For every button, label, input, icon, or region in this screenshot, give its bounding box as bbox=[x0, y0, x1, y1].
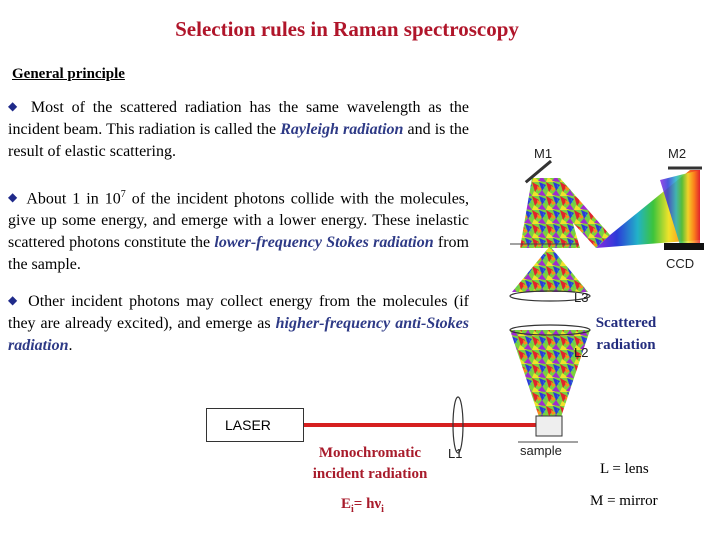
ccd-detector bbox=[664, 243, 704, 250]
legend-mirror: M = mirror bbox=[590, 493, 658, 509]
scattered-beam-lower bbox=[510, 330, 590, 420]
sample-holder bbox=[536, 416, 562, 436]
l1-label: L1 bbox=[448, 446, 463, 461]
bullet-icon: ◆ bbox=[8, 190, 20, 205]
para3-italic: anti-Stokes radiation bbox=[8, 315, 470, 354]
m2-label: M2 bbox=[668, 146, 687, 161]
para3-highlight: higher-frequency bbox=[275, 315, 391, 332]
bullet-icon: ◆ bbox=[8, 293, 20, 307]
m1-label: M1 bbox=[534, 146, 553, 161]
para1-text-pre: Most of the scattered radiation has the same wavelength as the incident beam. This radiation is called the bbox=[8, 99, 469, 138]
ccd-label: CCD bbox=[666, 256, 695, 271]
monochromatic-label: Monochromatic incident radiation bbox=[312, 445, 428, 482]
l3-label: L3 bbox=[574, 290, 589, 305]
section-subtitle: General principle bbox=[12, 66, 125, 82]
laser-label: LASER bbox=[225, 417, 271, 433]
bullet-icon: ◆ bbox=[8, 99, 22, 113]
para2-text-post: from the sample. bbox=[8, 234, 469, 274]
para2-exponent: 7 bbox=[120, 189, 126, 200]
para1-highlight: Rayleigh radiation bbox=[280, 121, 404, 138]
legend-lens: L = lens bbox=[600, 461, 649, 477]
energy-equation: $E_i= h\nu_i$ bbox=[341, 496, 384, 515]
para3-text-pre: Other incident photons may collect energy from the molecules (if they are already excited), and emerge as bbox=[8, 293, 470, 332]
l2-label: L2 bbox=[574, 345, 589, 360]
para2-text-pre: About 1 in 10 bbox=[26, 190, 121, 208]
scattered-radiation-label: Scattered radiation bbox=[595, 315, 657, 353]
para1-text-post: and is the result of elastic scattering. bbox=[8, 121, 470, 160]
sample-label: sample bbox=[520, 443, 562, 458]
para3-text-post: . bbox=[68, 337, 73, 354]
page-title: Selection rules in Raman spectroscopy bbox=[175, 17, 519, 41]
scattered-beam-upper bbox=[512, 246, 588, 292]
para2-highlight: lower-frequency Stokes radiation bbox=[214, 234, 434, 252]
laser-source bbox=[206, 408, 304, 442]
para2-text-mid: of the incident photons collide with the molecules, give up some energy, and emerge with a lower energy. These inelastic scattered photons constitute the bbox=[8, 190, 470, 252]
